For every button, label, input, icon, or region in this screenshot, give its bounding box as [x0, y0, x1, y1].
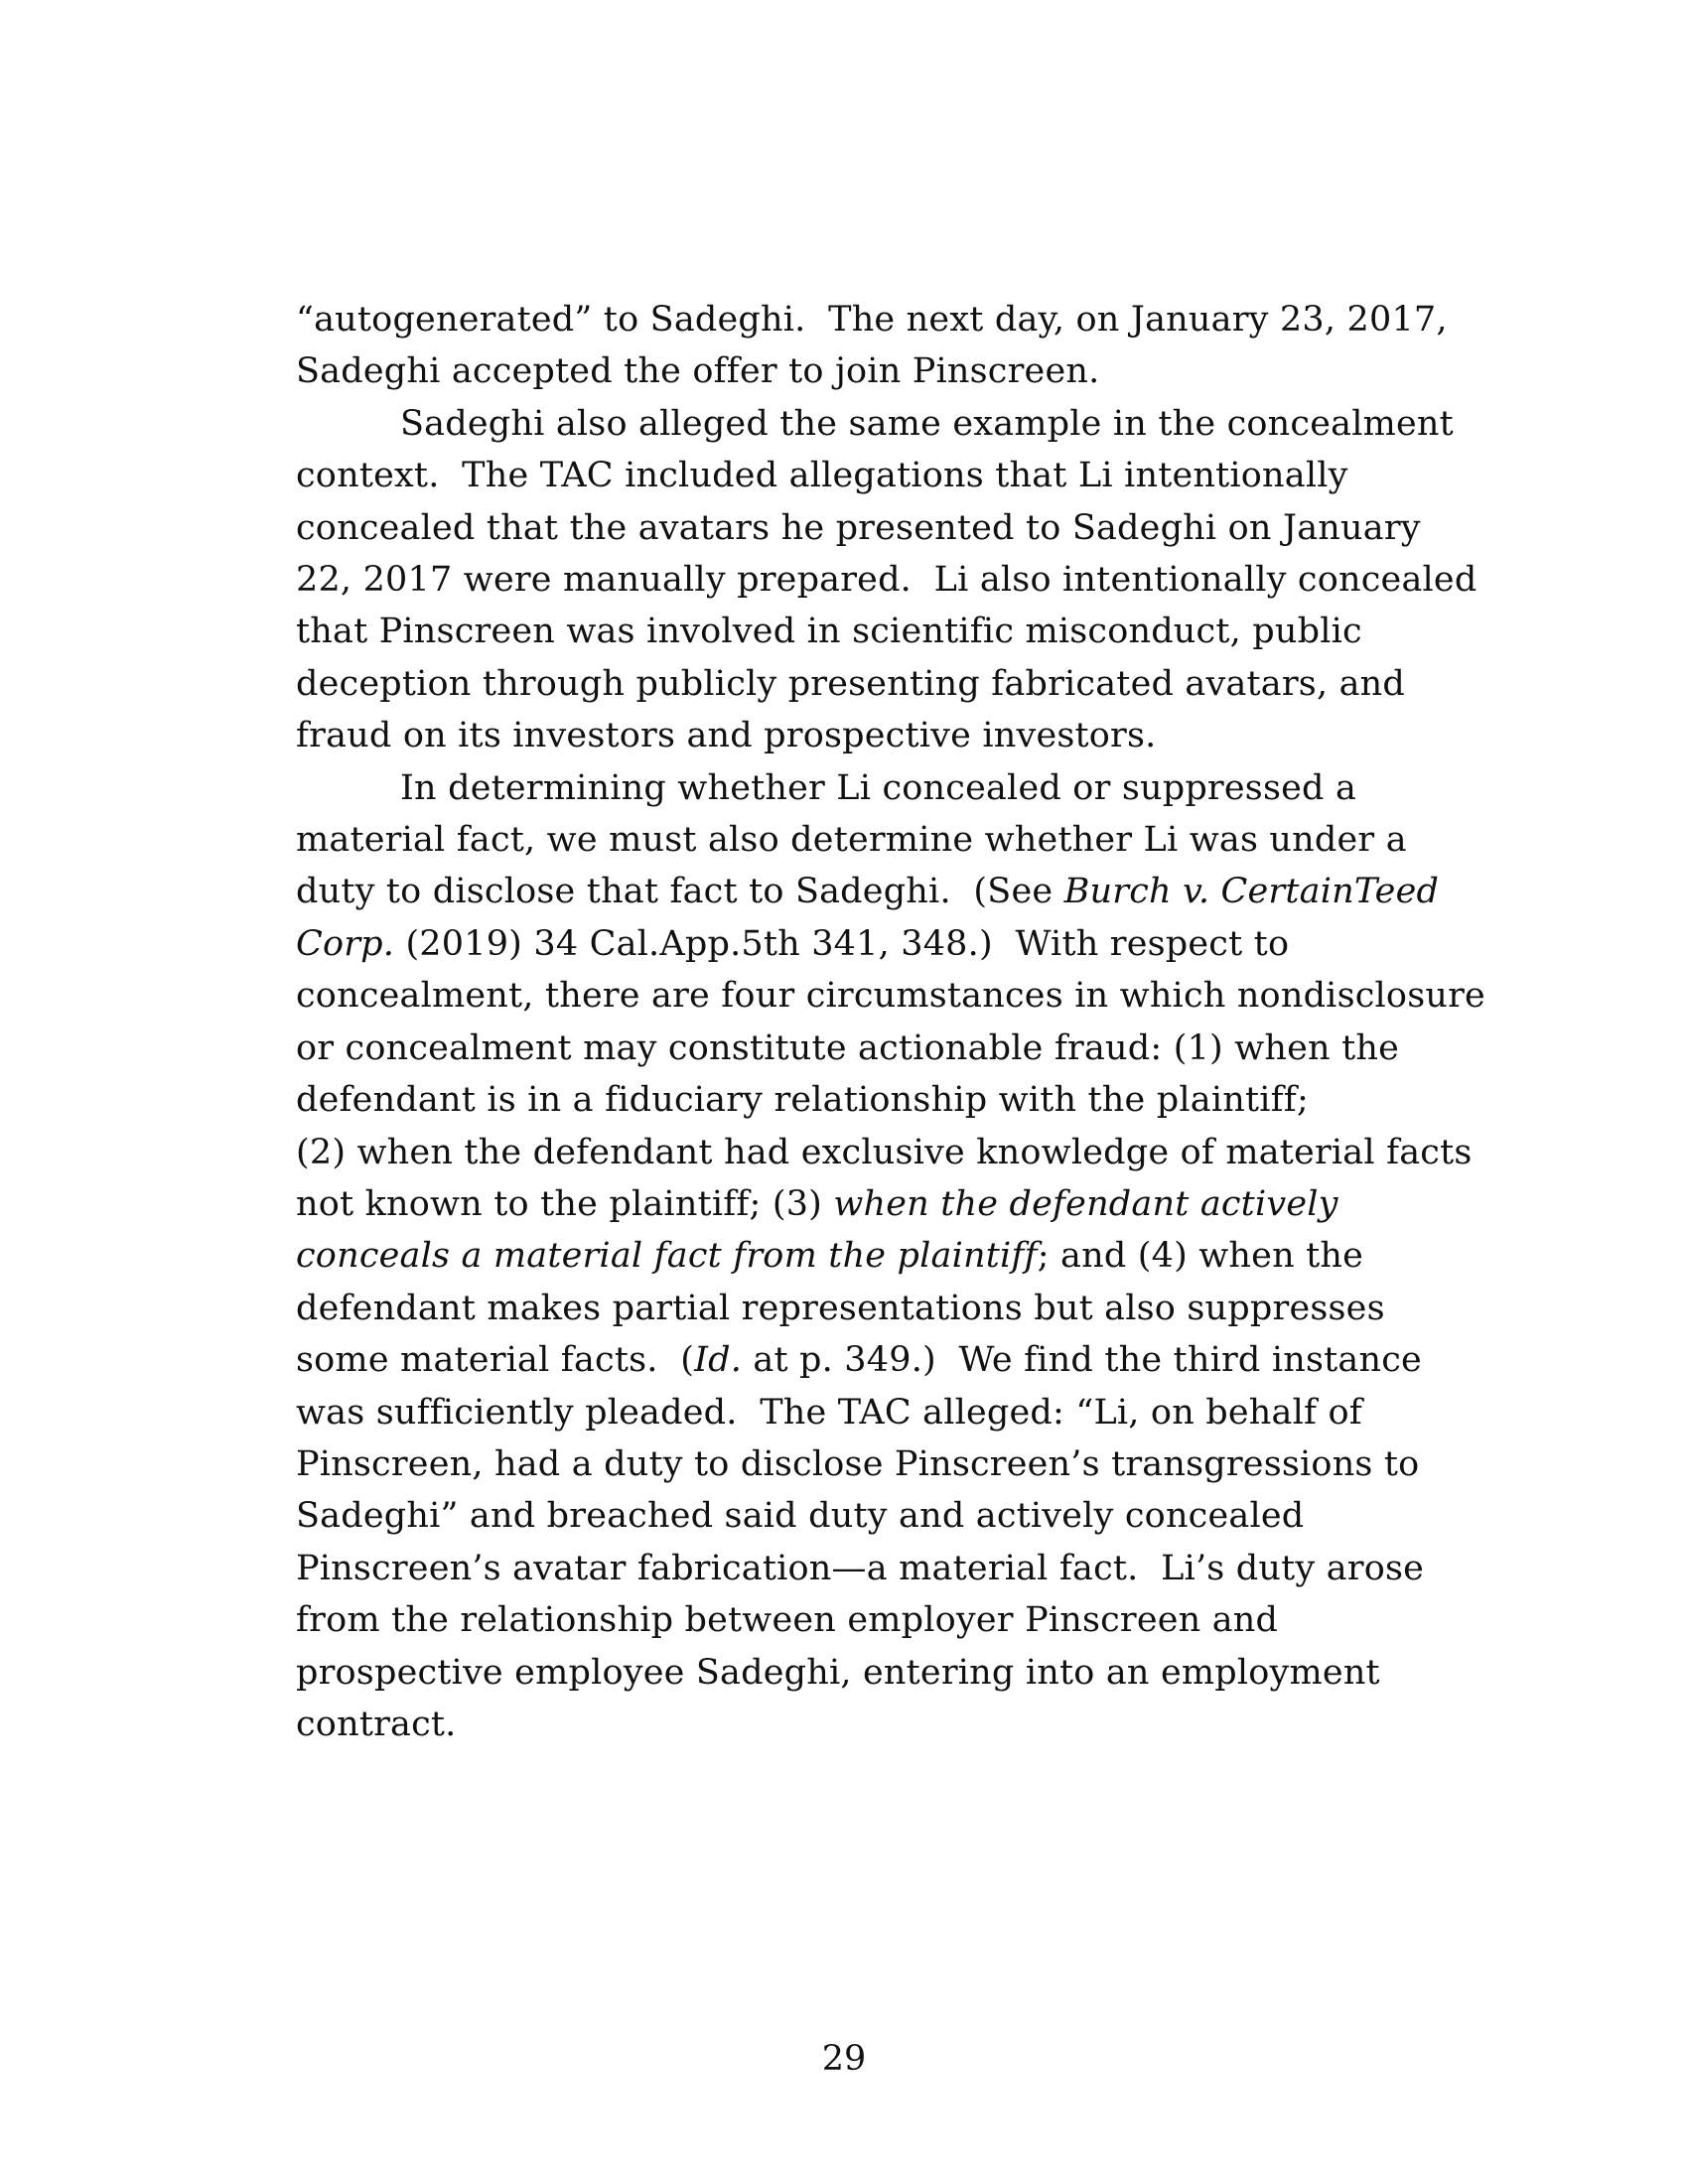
- text-run: from the relationship between employer Pinscreen and: [296, 1600, 1279, 1641]
- text-line: [296, 1074, 1468, 1126]
- text-run: context. The TAC included allegations that Li intentionally: [296, 456, 1348, 496]
- text-run: or concealment may constitute actionable fraud: (1) when the: [296, 1027, 1400, 1068]
- text-line: [296, 606, 1468, 657]
- document-text: [296, 294, 1485, 1750]
- text-run: that Pinscreen was involved in scientific misconduct, public: [296, 612, 1362, 652]
- text-run: Burch v. CertainTeed: [1063, 872, 1440, 912]
- text-run: (2019) 34 Cal.App.5th 341, 348.) With respect to: [394, 923, 1290, 964]
- text-line: [296, 1283, 1468, 1334]
- text-run: Corp.: [296, 923, 395, 964]
- text-run: “autogenerated” to Sadeghi. The next day, on January 23, 2017,: [296, 300, 1448, 340]
- text-run: concealed that the avatars he presented to Sadeghi on January: [296, 507, 1421, 548]
- text-run: 22, 2017 were manually prepared. Li also intentionally concealed: [296, 560, 1477, 601]
- text-run: (2) when the defendant had exclusive knowledge of material facts: [296, 1132, 1473, 1172]
- text-line: [296, 970, 1485, 1022]
- text-line: [296, 1387, 1468, 1438]
- text-line: [296, 345, 1468, 397]
- text-line: [296, 710, 1468, 761]
- text-line: [296, 294, 1468, 345]
- text-run: material fact, we must also determine whether Li was under a: [296, 820, 1407, 861]
- text-run: concealment, there are four circumstances in which nondisclosure: [296, 976, 1485, 1017]
- text-run: duty to disclose that fact to Sadeghi. (See: [296, 872, 1064, 912]
- text-line: [296, 1438, 1468, 1490]
- text-run: at p. 349.) We find the third instance: [742, 1340, 1422, 1381]
- text-line: [296, 814, 1468, 866]
- text-line: [296, 762, 1468, 814]
- text-run: conceals a material fact from the plaintiff: [296, 1236, 1038, 1277]
- text-run: prospective employee Sadeghi, entering into an employment: [296, 1652, 1380, 1693]
- text-line: [296, 866, 1468, 917]
- text-run: when the defendant actively: [833, 1183, 1338, 1224]
- text-run: defendant is in a fiduciary relationship with the plaintiff;: [296, 1080, 1309, 1121]
- text-run: not known to the plaintiff; (3): [296, 1183, 834, 1224]
- text-run: Sadeghi accepted the offer to join Pinscreen.: [296, 351, 1100, 392]
- page-number: 29: [821, 2039, 867, 2079]
- text-line: [296, 1127, 1473, 1178]
- text-run: was sufficiently pleaded. The TAC alleged: “Li, on behalf of: [296, 1392, 1362, 1433]
- text-run: deception through publicly presenting fabricated avatars, and: [296, 663, 1406, 704]
- text-line: [296, 1543, 1468, 1594]
- text-run: In determining whether Li concealed or suppressed a: [400, 767, 1357, 808]
- text-line: [296, 502, 1468, 554]
- text-line: [296, 1334, 1468, 1386]
- text-run: some material facts. (: [296, 1340, 695, 1381]
- text-line: [296, 398, 1468, 450]
- text-line: [296, 658, 1468, 710]
- text-run: Sadeghi” and breached said duty and actively concealed: [296, 1496, 1305, 1537]
- text-line: [296, 1699, 1468, 1750]
- text-line: [296, 554, 1477, 606]
- text-line: [296, 1647, 1468, 1699]
- text-run: Id.: [694, 1340, 743, 1381]
- text-run: Sadeghi also alleged the same example in the concealment: [400, 403, 1454, 444]
- text-run: fraud on its investors and prospective investors.: [296, 716, 1157, 756]
- text-line: [296, 1490, 1468, 1542]
- text-run: Pinscreen, had a duty to disclose Pinscreen’s transgressions to: [296, 1443, 1420, 1484]
- text-line: [296, 1023, 1468, 1074]
- text-run: defendant makes partial representations but also suppresses: [296, 1288, 1385, 1328]
- text-line: [296, 1594, 1468, 1646]
- text-line: [296, 1230, 1468, 1282]
- text-run: Pinscreen’s avatar fabrication—a material fact. Li’s duty arose: [296, 1548, 1425, 1588]
- text-run: contract.: [296, 1704, 457, 1744]
- text-run: ; and (4) when the: [1037, 1236, 1364, 1277]
- text-line: [296, 450, 1468, 501]
- text-line: [296, 1178, 1468, 1230]
- text-line: [296, 918, 1468, 970]
